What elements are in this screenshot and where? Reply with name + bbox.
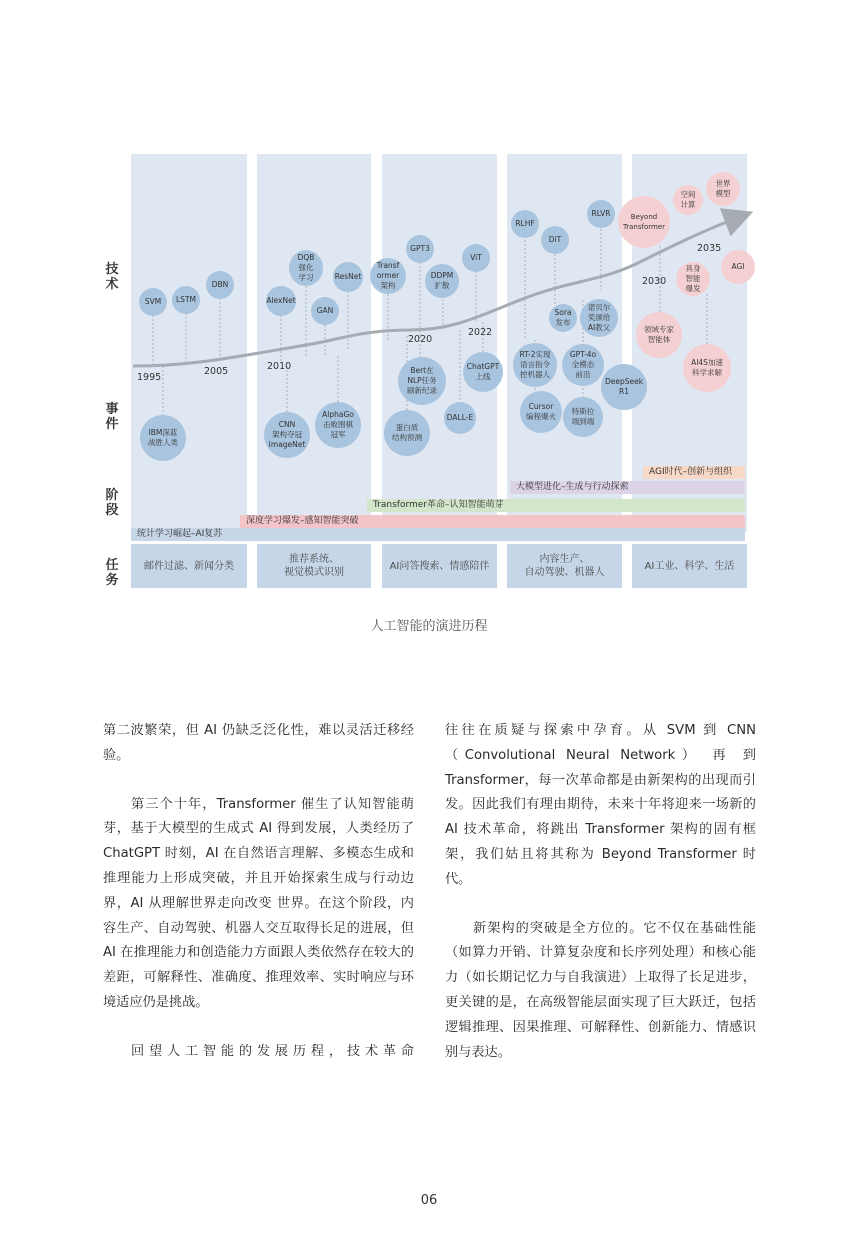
year-label: 2020 xyxy=(408,334,433,345)
tech-node: GAN xyxy=(311,297,339,325)
stage-bar-3: Transformer革命–认知智能萌芽 xyxy=(367,499,745,512)
tech-node: Sora 发布 xyxy=(549,304,577,332)
tech-node: DiT xyxy=(541,226,569,254)
event-node: RT-2实现 语言指令 控机器人 xyxy=(513,343,557,387)
tech-node: Transf ormer 架构 xyxy=(370,258,406,294)
task-cell: 内容生产、 自动驾驶、机器人 xyxy=(507,544,622,588)
tech-node: RLVR xyxy=(587,200,615,228)
tech-node: 领域专家 智能体 xyxy=(636,312,682,358)
stage-bar-5: AGI时代–创新与组织 xyxy=(643,466,745,479)
tech-node: DBN xyxy=(206,271,234,299)
event-node: AI4S加速 科学求解 xyxy=(683,344,731,392)
tech-node: ResNet xyxy=(333,262,363,292)
tech-node: DQB 强化 学习 xyxy=(289,250,323,286)
tech-node: 世界 模型 xyxy=(706,172,740,206)
paragraph: 第二波繁荣，但 AI 仍缺乏泛化性，难以灵活迁移经验。 xyxy=(103,723,414,763)
year-label: 1995 xyxy=(137,372,162,383)
stage-bar-4: 大模型进化–生成与行动探索 xyxy=(510,481,745,494)
tech-node: SVM xyxy=(139,288,167,316)
event-node: IBM深蓝 战胜人类 xyxy=(140,415,186,461)
stage-bar-1: 统计学习崛起–AI复苏 xyxy=(131,528,745,541)
year-label: 2035 xyxy=(697,243,722,254)
event-node: Cursor 编程爆火 xyxy=(520,391,562,433)
task-cell: AI问答搜索、情感陪伴 xyxy=(382,544,497,588)
event-node: 蛋白质 结构预测 xyxy=(384,410,430,456)
year-label: 2022 xyxy=(468,327,493,338)
task-cell: 邮件过滤、新闻分类 xyxy=(131,544,247,588)
right-column xyxy=(445,719,756,1089)
stage-bar-2: 深度学习爆发–感知智能突破 xyxy=(240,515,745,528)
tech-node: Beyond Transformer xyxy=(618,196,670,248)
tech-node: GPT3 xyxy=(406,235,434,263)
event-node: 特斯拉 端到端 xyxy=(563,397,603,437)
year-label: 2005 xyxy=(204,366,229,377)
year-label: 2030 xyxy=(642,276,667,287)
tech-node: 空间 计算 xyxy=(673,185,703,215)
event-node: DeepSeek R1 xyxy=(601,364,647,410)
tech-node: AGI xyxy=(721,250,755,284)
tech-node: AlexNet xyxy=(266,286,296,316)
tech-node: ViT xyxy=(462,244,490,272)
tech-node: 具身 智能 爆发 xyxy=(676,262,710,296)
tech-node: LSTM xyxy=(172,286,200,314)
page-number: 06 xyxy=(420,1193,438,1208)
event-node: ChatGPT 上线 xyxy=(463,352,503,392)
label-events: 事 件 xyxy=(105,402,119,432)
tech-node: 诺贝尔 奖颁给 AI教父 xyxy=(580,299,618,337)
event-node: DALL-E xyxy=(444,402,476,434)
event-node: GPT-4o 全模态 前沿 xyxy=(562,344,604,386)
event-node: CNN 架构夺冠 ImageNet xyxy=(264,412,310,458)
tech-node: RLHF xyxy=(511,210,539,238)
tech-node: DDPM 扩散 xyxy=(425,264,459,298)
event-node: Bert在 NLP任务 刷新纪录 xyxy=(398,357,446,405)
left-column xyxy=(103,719,414,1089)
paragraph: 回望人工智能的发展历程，技术革命 xyxy=(131,1043,414,1059)
label-tasks: 任 务 xyxy=(105,558,119,588)
year-label: 2010 xyxy=(267,361,292,372)
event-node: AlphaGo 击败围棋 冠军 xyxy=(315,402,361,448)
label-tech: 技 术 xyxy=(105,262,119,292)
task-cell: AI工业、科学、生活 xyxy=(632,544,747,588)
paragraph: 往往在质疑与探索中孕育。从 SVM 到 CNN（Convolutional Neural Network） 再 到 Transformer，每一次革命都是由新架构的出现而引发。因此我们有理由期待，未来十年将迎来一场新的 AI 技术革命，将跳出 Transformer 架构的固有框架，我们姑且将其称为 Beyond Transformer 时代。 xyxy=(445,723,756,887)
paragraph: 新架构的突破是全方位的。它不仅在基础性能（如算力开销、计算复杂度和长序列处理）和核心能力（如长期记忆力与自我演进）上取得了长足进步，更关键的是，在高级智能层面实现了巨大跃迁，包括逻辑推理、因果推理、可解释性、创新能力、情感识别与表达。 xyxy=(445,920,756,1060)
figure-caption: 人工智能的演进历程 xyxy=(370,619,488,634)
paragraph: 第三个十年，Transformer 催生了认知智能萌芽，基于大模型的生成式 AI 得到发展，人类经历了 ChatGPT 时刻，AI 在自然语言理解、多模态生成和推理能力上形成突破，并且开始探索生成与行动边界，AI 从理解世界走向改变 世界。在这个阶段，内容生产、自动驾驶、机器人交互取得长足的进展，但 AI 在推理能力和创造能力方面跟人类依然存在较大的差距，可解释性、准确度、推理效率、实时响应与环境适应仍是挑战。 xyxy=(103,796,414,1010)
label-stages: 阶 段 xyxy=(105,488,119,518)
task-cell: 推荐系统、 视觉模式识别 xyxy=(257,544,371,588)
